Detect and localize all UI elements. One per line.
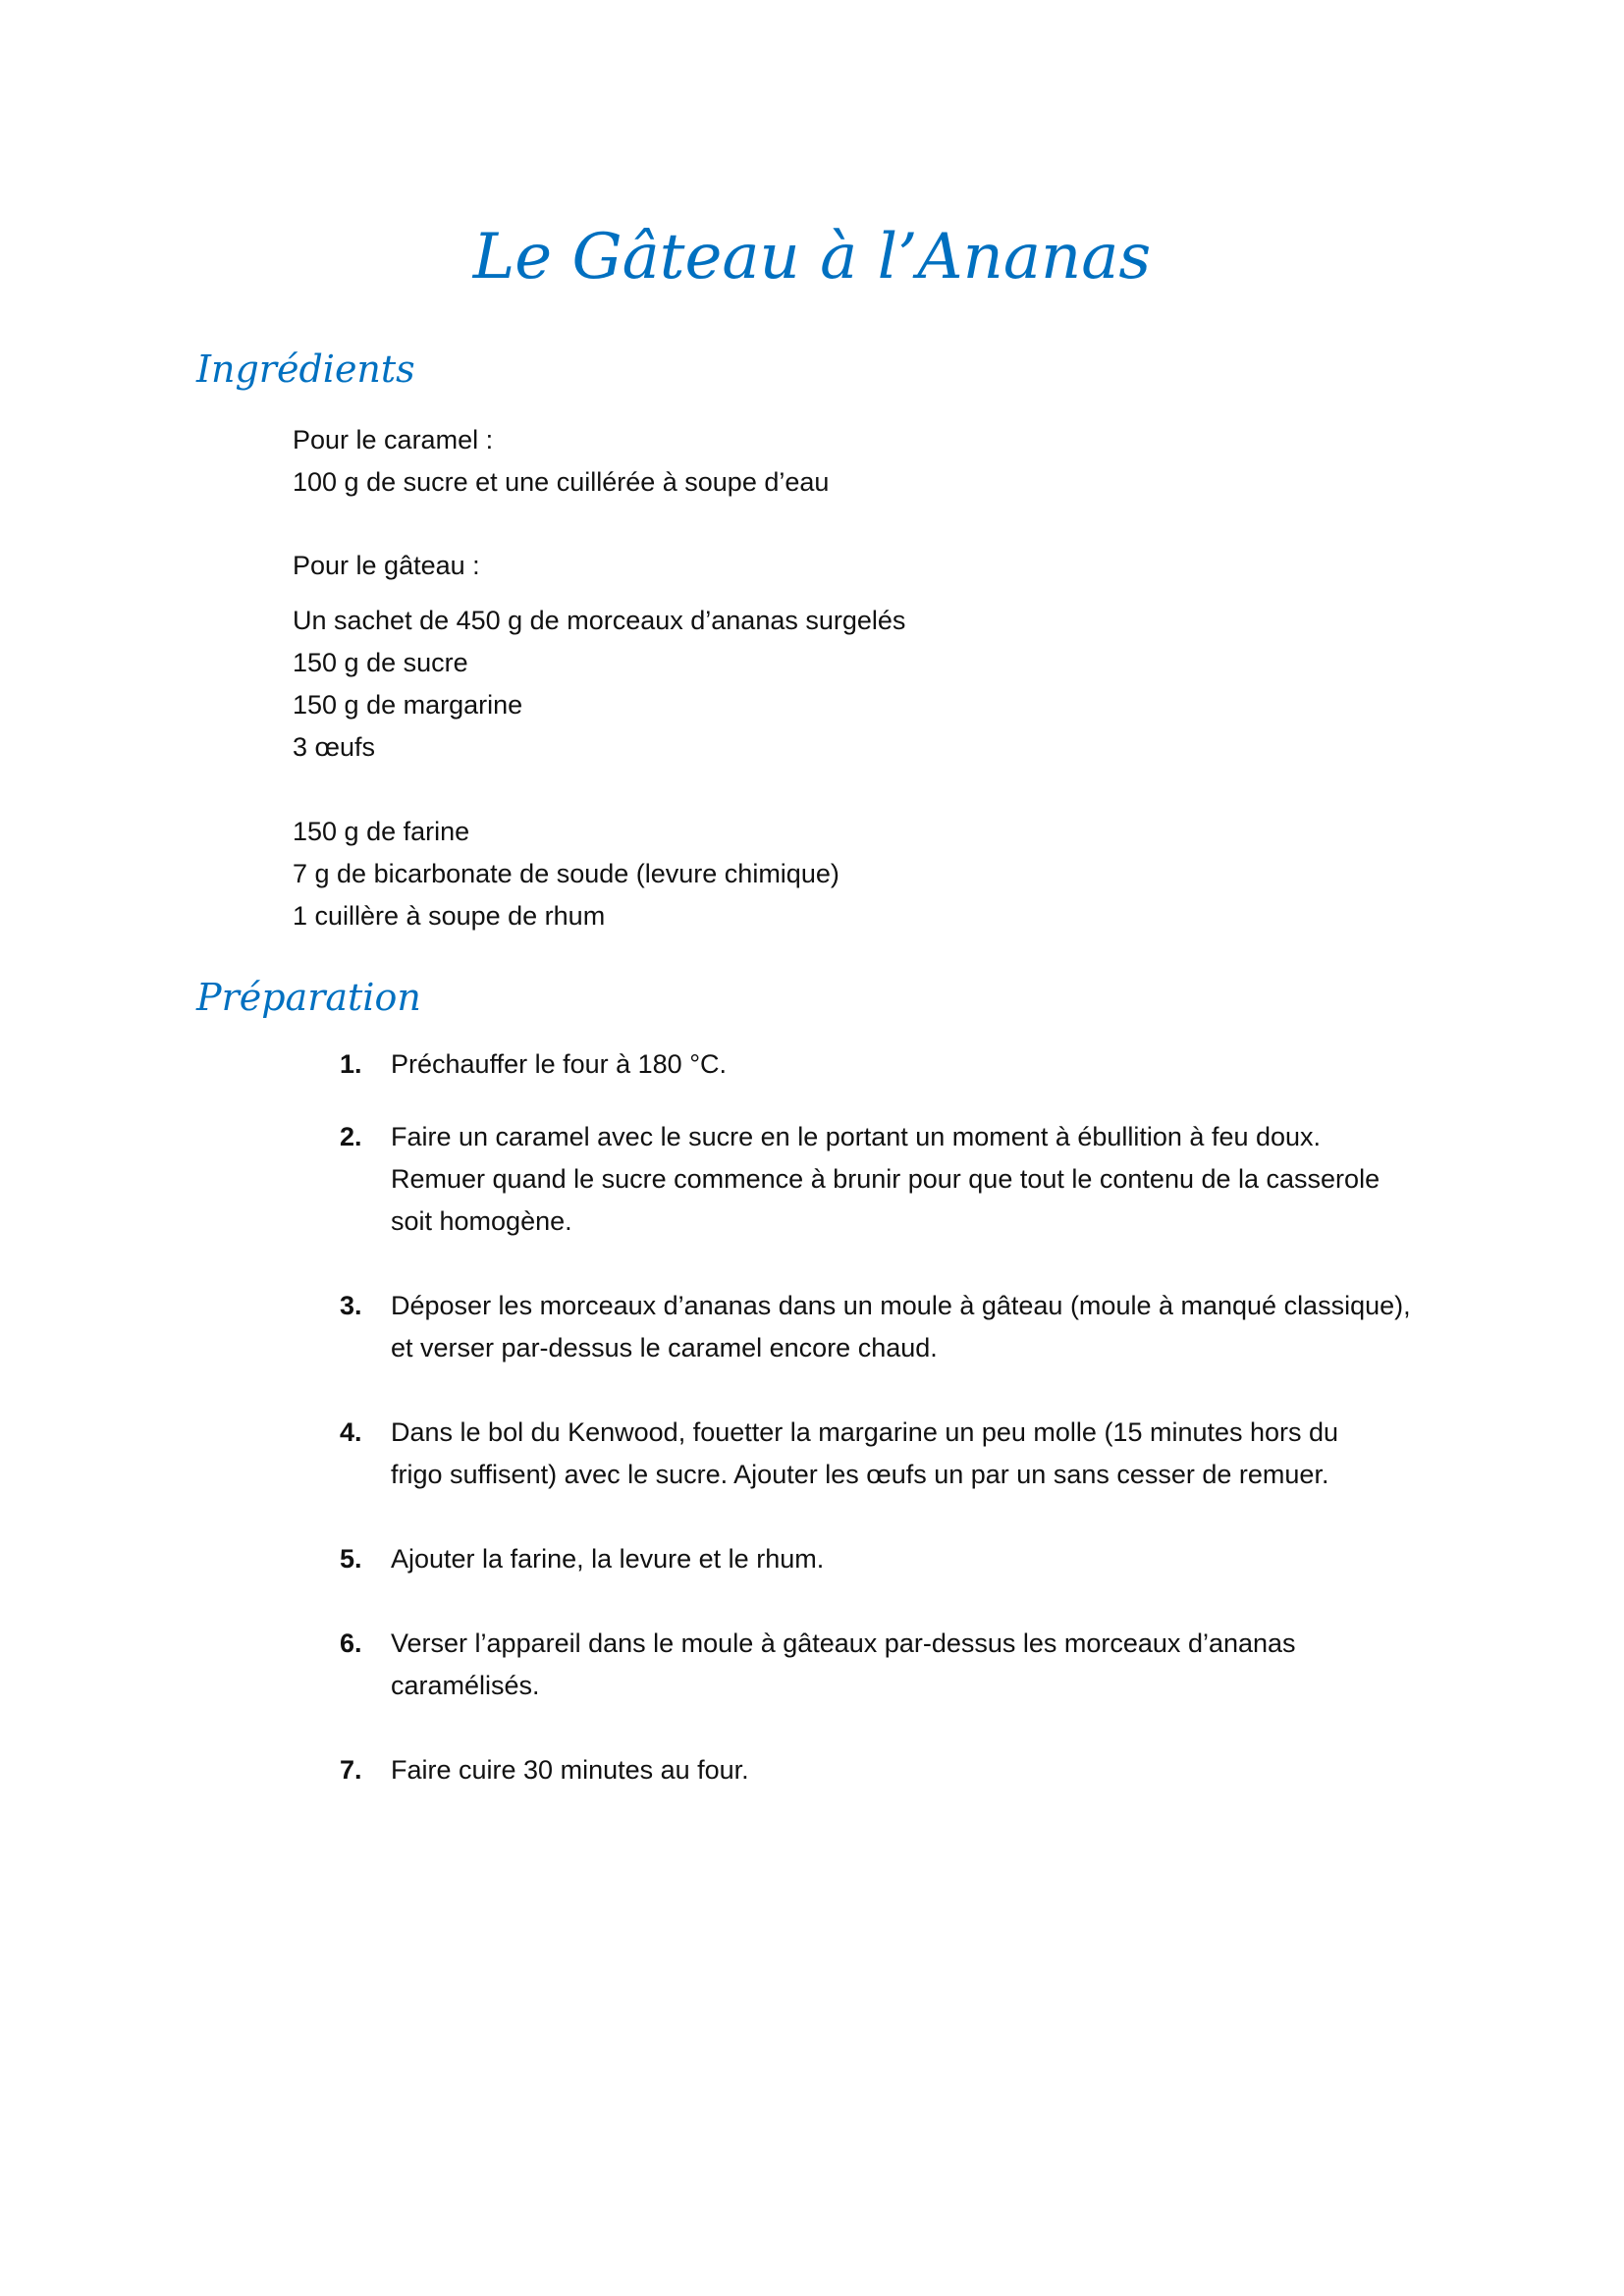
step-line: Dans le bol du Kenwood, fouetter la margarine un peu molle (15 minutes hors du (391, 1417, 1339, 1447)
step-line: Ajouter la farine, la levure et le rhum. (391, 1544, 825, 1574)
ingredient-line: 3 œufs (293, 732, 376, 762)
step-line: caramélisés. (391, 1671, 540, 1700)
ingredient-line: 150 g de sucre (293, 648, 468, 677)
step-number: 1. (340, 1049, 362, 1079)
step-number: 7. (340, 1755, 362, 1785)
ingredient-line: 150 g de margarine (293, 690, 523, 720)
step-number: 4. (340, 1417, 362, 1447)
ingredients-heading: Ingrédients (196, 347, 415, 391)
ingredient-line: 1 cuillère à soupe de rhum (293, 901, 606, 931)
step-line: Verser l’appareil dans le moule à gâteaux par-dessus les morceaux d’ananas (391, 1629, 1296, 1658)
step-line: Faire un caramel avec le sucre en le portant un moment à ébullition à feu doux. (391, 1122, 1322, 1151)
page-title: Le Gâteau à l’Ananas (472, 221, 1152, 294)
step-number: 2. (340, 1122, 362, 1151)
step-text (391, 1538, 1471, 1580)
step-number: 5. (340, 1544, 362, 1574)
step-text (391, 1285, 1471, 1369)
ingredient-line: Pour le gâteau : (293, 551, 480, 580)
step-line: soit homogène. (391, 1206, 572, 1236)
step-number: 6. (340, 1629, 362, 1658)
step-text (391, 1623, 1471, 1707)
ingredient-line: 150 g de farine (293, 817, 470, 846)
ingredient-line: 7 g de bicarbonate de soude (levure chimique) (293, 859, 839, 888)
step-text (391, 1116, 1471, 1243)
step-line: Déposer les morceaux d’ananas dans un moule à gâteau (moule à manqué classique), (391, 1291, 1411, 1320)
step-text (391, 1749, 1471, 1791)
step-line: et verser par-dessus le caramel encore chaud. (391, 1333, 938, 1362)
step-text (391, 1043, 1471, 1086)
step-text (391, 1412, 1471, 1496)
step-line: Faire cuire 30 minutes au four. (391, 1755, 749, 1785)
ingredient-line: Pour le caramel : (293, 425, 494, 454)
step-line: Préchauffer le four à 180 °C. (391, 1049, 727, 1079)
preparation-heading: Préparation (196, 976, 421, 1019)
step-line: Remuer quand le sucre commence à brunir pour que tout le contenu de la casserole (391, 1164, 1380, 1194)
ingredient-line: Un sachet de 450 g de morceaux d’ananas surgelés (293, 606, 906, 635)
ingredient-line: 100 g de sucre et une cuillérée à soupe d’eau (293, 467, 830, 497)
step-number: 3. (340, 1291, 362, 1320)
step-line: frigo suffisent) avec le sucre. Ajouter les œufs un par un sans cesser de remuer. (391, 1460, 1329, 1489)
